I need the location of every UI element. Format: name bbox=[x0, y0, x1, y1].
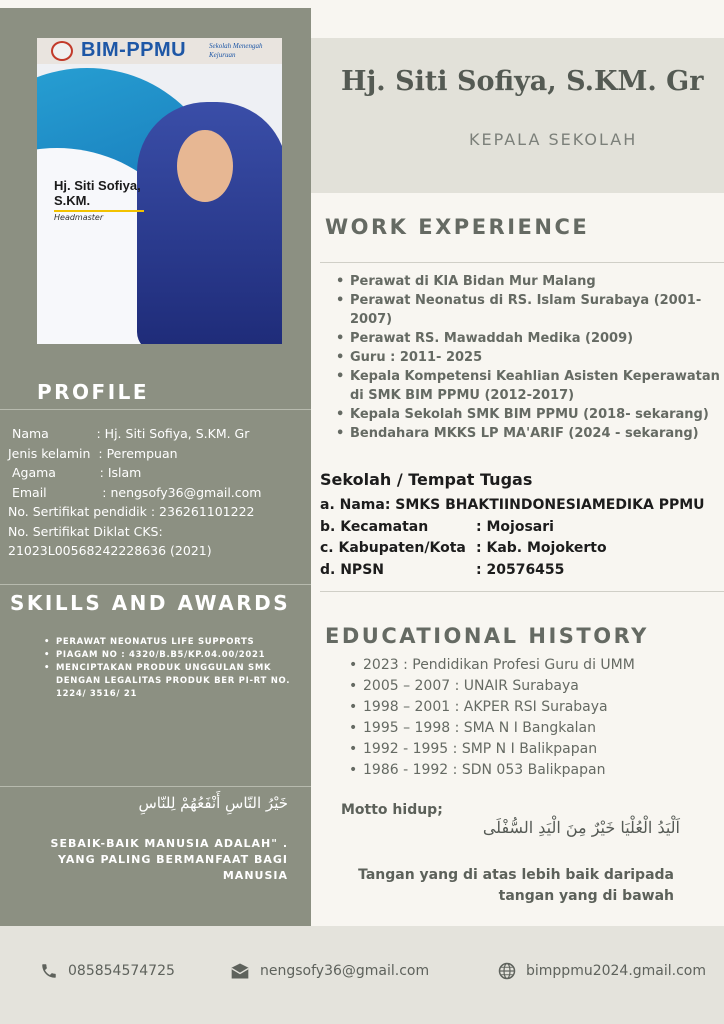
phone-icon bbox=[40, 962, 58, 980]
school-kecamatan-row bbox=[320, 517, 724, 539]
skills-list bbox=[42, 636, 300, 701]
npsn-label: d. NPSN bbox=[320, 561, 384, 578]
profile-row: 21023L00568242228636 (2021) bbox=[8, 543, 212, 558]
profile-divider bbox=[0, 409, 311, 410]
quote-divider bbox=[0, 786, 311, 787]
profile-heading: PROFILE bbox=[37, 380, 150, 404]
school-heading: Sekolah / Tempat Tugas bbox=[320, 470, 533, 489]
photo-role: Headmaster bbox=[54, 213, 104, 222]
skill-item: • PERAWAT NEONATUS LIFE SUPPORTS bbox=[42, 636, 300, 649]
work-list bbox=[334, 272, 720, 443]
header-box bbox=[311, 38, 724, 193]
kabupaten-value: : Kab. Mojokerto bbox=[476, 540, 607, 556]
profile-row: No. Sertifikat Diklat CKS: bbox=[8, 523, 163, 539]
kabupaten-label: c. Kabupaten/Kota bbox=[320, 540, 466, 556]
work-item: • Kepala Kompetensi Keahlian Asisten Keperawatan di SMK BIM PPMU (2012-2017) bbox=[334, 367, 720, 405]
sidebar-arabic-quote: خَيْرُ النّاسِ أَنْفَعُهُمْ لِلنّاسِ bbox=[138, 794, 288, 812]
profile-row: No. Sertifikat pendidik : 236261101222 bbox=[8, 504, 255, 519]
school-name-row bbox=[320, 495, 724, 517]
contact-phone[interactable] bbox=[40, 962, 175, 980]
profile-row: Nama : Hj. Siti Sofiya, S.KM. Gr bbox=[8, 426, 250, 441]
work-item: • Perawat RS. Mawaddah Medika (2009) bbox=[334, 329, 720, 348]
work-divider bbox=[320, 262, 724, 263]
education-item: • 2005 – 2007 : UNAIR Surabaya bbox=[347, 676, 724, 697]
motto-label: Motto hidup; bbox=[341, 802, 443, 818]
mail-icon bbox=[230, 962, 250, 980]
work-item: • Guru : 2011- 2025 bbox=[334, 348, 720, 367]
profile-details bbox=[8, 424, 311, 561]
education-item: • 1995 – 1998 : SMA N I Bangkalan bbox=[347, 718, 724, 739]
npsn-value: : 20576455 bbox=[476, 561, 565, 578]
email-address: nengsofy36@gmail.com bbox=[260, 963, 430, 979]
sidebar-quote-text: SEBAIK-BAIK MANUSIA ADALAH" . YANG PALING BERMANFAAT BAGI MANUSIA bbox=[50, 837, 288, 882]
school-logo-icon bbox=[51, 41, 73, 61]
education-item: • 1998 – 2001 : AKPER RSI Surabaya bbox=[347, 697, 724, 718]
skill-item: • PIAGAM NO : 4320/B.B5/KP.04.00/2021 bbox=[42, 649, 300, 662]
motto-text: Tangan yang di atas lebih baik daripada tangan yang di bawah bbox=[358, 867, 674, 904]
photo-brand: BIM-PPMU bbox=[81, 39, 187, 61]
school-kabupaten-row bbox=[320, 538, 724, 560]
phone-number: 085854574725 bbox=[68, 963, 175, 979]
full-name: Hj. Siti Sofiya, S.KM. Gr bbox=[341, 66, 704, 97]
skills-top-divider bbox=[0, 584, 311, 585]
photo-brand-subtitle: Sekolah Menengah Kejuruan bbox=[209, 42, 263, 59]
kecamatan-label: b. Kecamatan bbox=[320, 518, 429, 535]
photo-name: Hj. Siti Sofiya, S.KM. bbox=[54, 178, 141, 208]
contact-website[interactable] bbox=[498, 962, 706, 980]
portrait-face bbox=[177, 130, 233, 202]
job-title: KEPALA SEKOLAH bbox=[469, 130, 638, 149]
school-npsn-row bbox=[320, 560, 724, 582]
education-item: • 1992 - 1995 : SMP N I Balikpapan bbox=[347, 739, 724, 760]
profile-row: Jenis kelamin : Perempuan bbox=[8, 445, 178, 461]
school-name: a. Nama: SMKS BHAKTIINDONESIAMEDIKA PPMU bbox=[320, 497, 705, 513]
profile-photo bbox=[37, 38, 282, 344]
education-divider-top bbox=[320, 591, 724, 592]
globe-icon bbox=[498, 962, 516, 980]
skills-heading: SKILLS AND AWARDS bbox=[10, 591, 291, 615]
work-item: • Kepala Sekolah SMK BIM PPMU (2018- sekarang) bbox=[334, 405, 720, 424]
work-item: • Perawat di KIA Bidan Mur Malang bbox=[334, 272, 720, 291]
contact-email[interactable] bbox=[230, 962, 429, 980]
work-item: • Perawat Neonatus di RS. Islam Surabaya (2001-2007) bbox=[334, 291, 720, 329]
work-item: • Bendahara MKKS LP MA'ARIF (2024 - sekarang) bbox=[334, 424, 720, 443]
education-heading: EDUCATIONAL HISTORY bbox=[325, 624, 649, 648]
kecamatan-value: : Mojosari bbox=[476, 518, 554, 535]
website-address: bimppmu2024.gmail.com bbox=[526, 963, 707, 979]
work-heading: WORK EXPERIENCE bbox=[325, 215, 590, 239]
photo-name-underline bbox=[54, 210, 144, 212]
education-item: • 1986 - 1992 : SDN 053 Balikpapan bbox=[347, 760, 724, 781]
motto-arabic: اَلْيَدُ الْعُلْيَا خَيْرٌ مِنَ الْيَدِ السُّفْلَى bbox=[482, 818, 680, 837]
profile-row: Agama : Islam bbox=[8, 465, 142, 480]
school-section bbox=[320, 470, 724, 581]
education-list bbox=[347, 655, 724, 781]
profile-row: Email : nengsofy36@gmail.com bbox=[8, 484, 262, 500]
education-item: • 2023 : Pendidikan Profesi Guru di UMM bbox=[347, 655, 724, 676]
skill-item: • MENCIPTAKAN PRODUK UNGGULAN SMK DENGAN LEGALITAS PRODUK BER PI-RT NO. 1224/ 3516/ 21 bbox=[42, 662, 300, 701]
